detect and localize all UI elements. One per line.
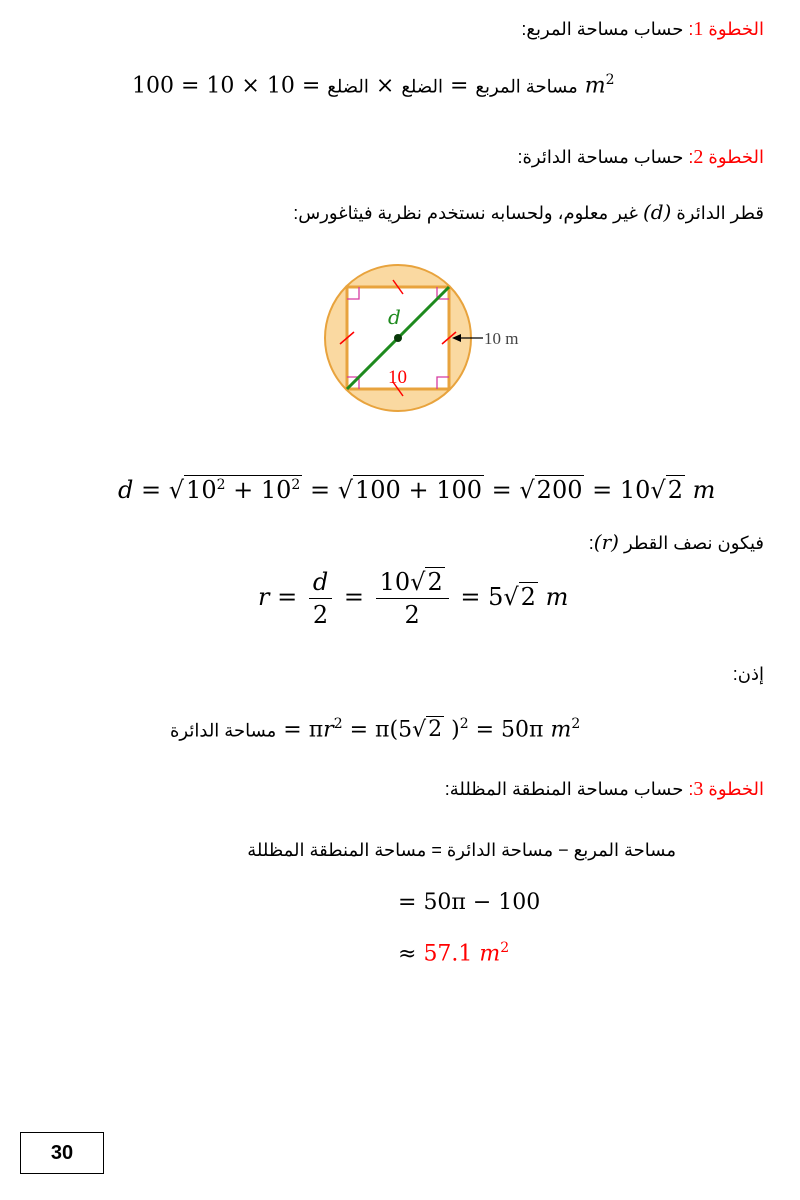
- circle-square-figure: [310, 258, 550, 418]
- step3-label: الخطوة: [703, 779, 764, 799]
- diameter-text-b: غير معلوم، ولحسابه نستخدم نظرية فيثاغورس:: [293, 203, 643, 223]
- step2-number: 2: [693, 146, 704, 168]
- circle-area-word: مساحة الدائرة: [170, 720, 277, 741]
- side-word-2: الضلع: [327, 76, 369, 97]
- page-number: 30: [20, 1132, 104, 1174]
- side-length-label: 10 m: [484, 329, 519, 348]
- step3-heading: [445, 778, 764, 801]
- radius-variable: (r): [593, 530, 619, 554]
- shaded-area-value: 57.1: [423, 941, 473, 967]
- step1-text: حساب مساحة المربع:: [521, 19, 689, 39]
- shaded-area-equation: = 50π − 100: [398, 890, 541, 915]
- shaded-area-expression: 50π − 100: [423, 890, 541, 915]
- step1-colon: :: [688, 19, 694, 39]
- step1-heading: [521, 18, 764, 41]
- diameter-variable: (d): [642, 200, 672, 224]
- diameter-equation: $d = √10^2 + 10^2 = √100 + 100 = √200 = 10√2$ m: [118, 476, 716, 504]
- side-word-1: الضلع: [401, 76, 443, 97]
- radius-intro: [589, 530, 764, 554]
- shaded-area-words: مساحة المربع − مساحة الدائرة = مساحة المنطقة المظللة: [247, 840, 676, 860]
- side-label-10: 10: [388, 367, 407, 388]
- hence-label: إذن:: [732, 664, 764, 684]
- step3-number: 3: [693, 778, 704, 800]
- diameter-text-a: قطر الدائرة: [671, 203, 764, 223]
- center-point: [394, 334, 402, 342]
- step2-text: حساب مساحة الدائرة:: [517, 147, 689, 167]
- step2-heading: [517, 146, 764, 169]
- radius-intro-b: :: [588, 533, 594, 553]
- step3-colon: :: [688, 779, 694, 799]
- step1-label: الخطوة: [703, 19, 764, 39]
- step1-number: 1: [693, 18, 704, 40]
- shaded-area-result: ≈ 57.1 $m^2$: [398, 940, 510, 967]
- d-label: d: [388, 305, 401, 329]
- diameter-unknown-line: [293, 200, 764, 224]
- step3-text: حساب مساحة المنطقة المظللة:: [444, 779, 689, 799]
- square-area-word: مساحة المربع: [475, 76, 578, 97]
- radius-equation: r = $\frac{d}{2}$ = $\frac{10√2}{2}$ = 5√2 m: [258, 568, 569, 629]
- square-area-equation: مساحة المربع = الضلع × الضلع = 10 × 10 = 100 $m^2$: [132, 72, 615, 99]
- step2-label: الخطوة: [703, 147, 764, 167]
- circle-area-equation: مساحة الدائرة = $\pi r^2 = \pi(5√2$ )$^2$ = 50π $m^2$: [170, 716, 581, 743]
- square-area-numbers: 10 × 10 = 100: [132, 73, 295, 99]
- step2-colon: :: [688, 147, 694, 167]
- radius-intro-a: فيكون نصف القطر: [618, 533, 764, 553]
